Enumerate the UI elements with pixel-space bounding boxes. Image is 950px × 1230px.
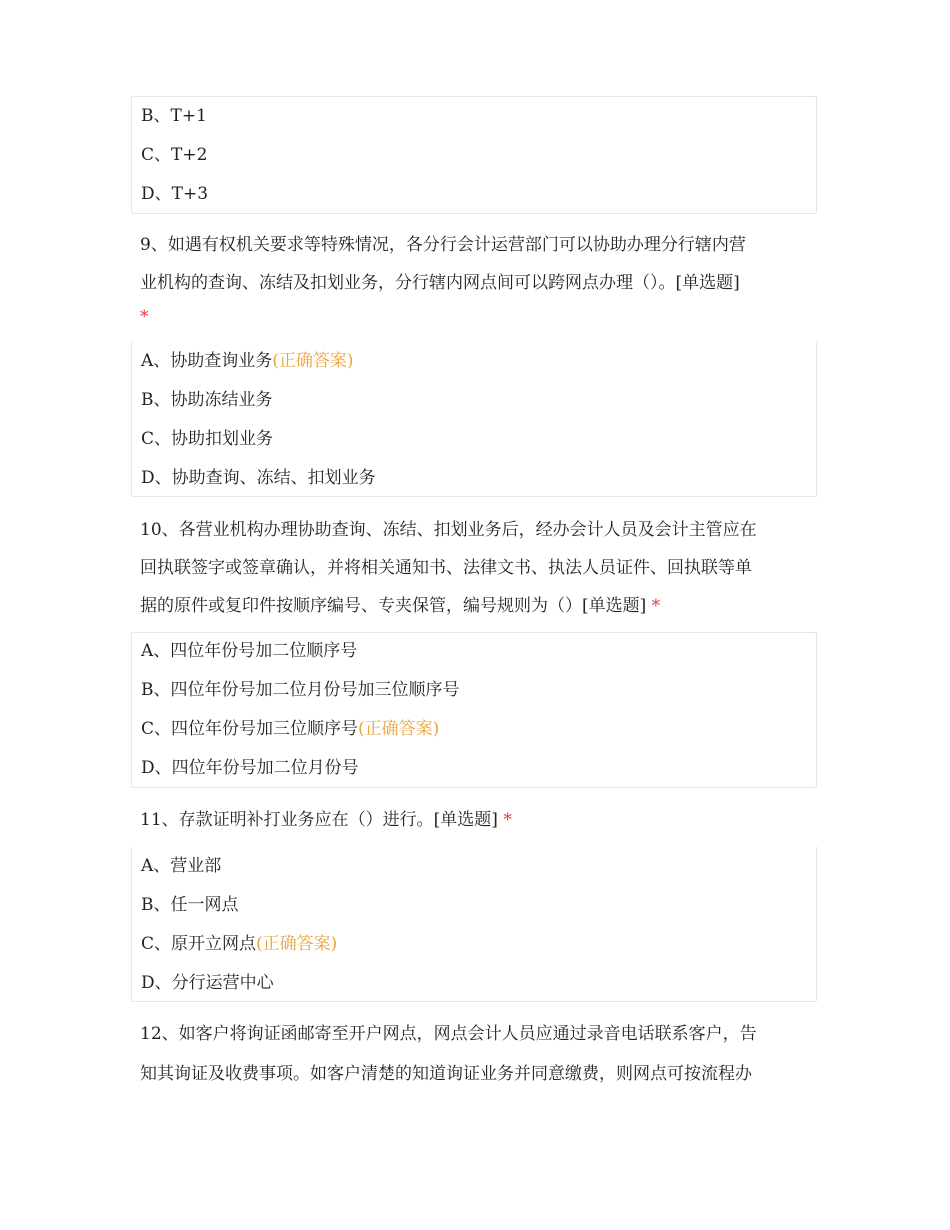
options-box-q8: [131, 96, 817, 214]
option-a[interactable]: A、四位年份号加二位顺序号: [141, 641, 358, 661]
correct-answer-label: (正确答案): [358, 719, 440, 739]
question-9-line-2: 业机构的查询、冻结及扣划业务，分行辖内网点间可以跨网点办理（）。[单选题]: [140, 273, 740, 293]
option-c[interactable]: C、T+2: [141, 145, 208, 165]
option-d[interactable]: D、协助查询、冻结、扣划业务: [141, 468, 376, 488]
option-a[interactable]: A、协助查询业务(正确答案): [141, 351, 354, 371]
option-d[interactable]: D、四位年份号加二位月份号: [141, 758, 359, 778]
option-b[interactable]: B、任一网点: [141, 895, 239, 915]
question-10-line-1: 10、各营业机构办理协助查询、冻结、扣划业务后，经办会计人员及会计主管应在: [140, 520, 757, 540]
option-d[interactable]: D、T+3: [141, 184, 209, 204]
option-c[interactable]: C、协助扣划业务: [141, 429, 274, 449]
option-d[interactable]: D、分行运营中心: [141, 973, 274, 993]
question-12-line-2: 知其询证及收费事项。如客户清楚的知道询证业务并同意缴费，则网点可按流程办: [140, 1064, 752, 1084]
option-a[interactable]: A、营业部: [141, 856, 222, 876]
required-marker: *: [503, 810, 512, 830]
options-box-q11: [131, 846, 817, 1002]
question-12-line-1: 12、如客户将询证函邮寄至开户网点，网点会计人员应通过录音电话联系客户，告: [140, 1024, 757, 1044]
options-box-q10: [131, 632, 817, 788]
option-c[interactable]: C、四位年份号加三位顺序号(正确答案): [141, 719, 440, 739]
question-10-line-3: 据的原件或复印件按顺序编号、专夹保管，编号规则为（）[单选题] *: [140, 596, 661, 616]
option-b[interactable]: B、T+1: [141, 106, 207, 126]
correct-answer-label: (正确答案): [256, 934, 338, 954]
option-c[interactable]: C、原开立网点(正确答案): [141, 934, 338, 954]
question-10-line-2: 回执联签字或签章确认，并将相关通知书、法律文书、执法人员证件、回执联等单: [140, 558, 752, 578]
option-b[interactable]: B、四位年份号加二位月份号加三位顺序号: [141, 680, 460, 700]
correct-answer-label: (正确答案): [272, 351, 354, 371]
question-9-line-1: 9、如遇有权机关要求等特殊情况，各分行会计运营部门可以协助办理分行辖内营: [140, 235, 746, 255]
required-marker: *: [651, 596, 661, 616]
question-11-line-1: 11、存款证明补打业务应在（）进行。[单选题] *: [140, 810, 512, 830]
option-b[interactable]: B、协助冻结业务: [141, 390, 273, 410]
required-marker: *: [140, 307, 149, 327]
options-box-q9: [131, 341, 817, 497]
